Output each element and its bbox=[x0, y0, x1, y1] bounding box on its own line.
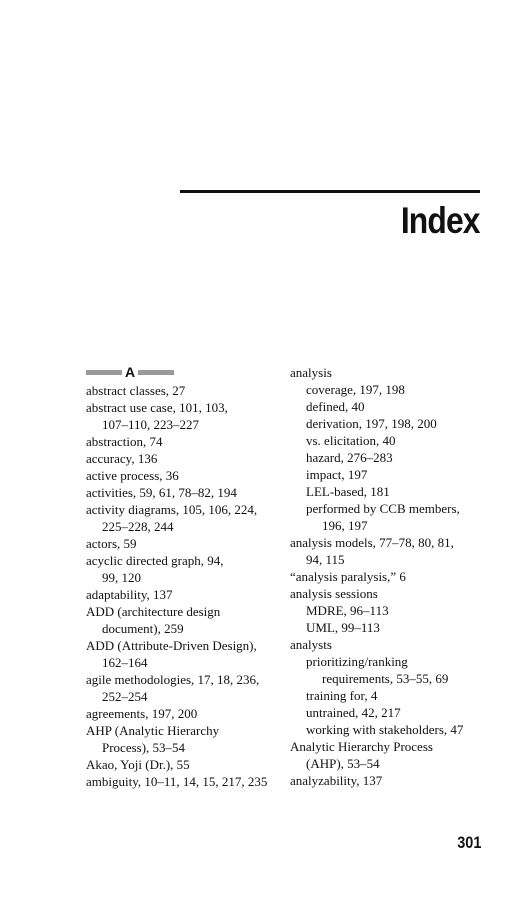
index-entry: actors, 59 bbox=[86, 536, 137, 551]
letter-bar-left bbox=[86, 370, 122, 375]
index-subentry: working with stakeholders, 47 bbox=[306, 722, 464, 737]
index-entry: analysis sessions bbox=[290, 586, 378, 601]
index-subentry: LEL-based, 181 bbox=[306, 484, 390, 499]
index-subentry: 99, 120 bbox=[102, 570, 141, 585]
letter-heading-label: A bbox=[125, 364, 136, 380]
index-subentry: Process), 53–54 bbox=[102, 740, 186, 755]
index-entry: abstract classes, 27 bbox=[86, 383, 186, 398]
index-subentry: defined, 40 bbox=[306, 399, 365, 414]
index-entry: analyzability, 137 bbox=[290, 773, 383, 788]
index-subentry: prioritizing/ranking bbox=[306, 654, 408, 669]
index-subentry: MDRE, 96–113 bbox=[306, 603, 389, 618]
index-subentry: hazard, 276–283 bbox=[306, 450, 393, 465]
index-subentry: coverage, 197, 198 bbox=[306, 382, 405, 397]
index-subentry: 94, 115 bbox=[306, 552, 345, 567]
index-entry: analysts bbox=[290, 637, 332, 652]
index-subentry: derivation, 197, 198, 200 bbox=[306, 416, 437, 431]
index-entry: agile methodologies, 17, 18, 236, bbox=[86, 672, 260, 687]
index-subentry: requirements, 53–55, 69 bbox=[322, 671, 449, 686]
letter-bar-right bbox=[138, 370, 174, 375]
index-subentry: 252–254 bbox=[102, 689, 148, 704]
index-column-left bbox=[86, 364, 282, 790]
index-subentry: performed by CCB members, bbox=[306, 501, 460, 516]
index-entry: Analytic Hierarchy Process bbox=[290, 739, 433, 754]
title-rule bbox=[180, 190, 480, 193]
index-column-right bbox=[290, 364, 490, 789]
index-subentry: 196, 197 bbox=[322, 518, 368, 533]
index-subentry: document), 259 bbox=[102, 621, 184, 636]
page-number: 301 bbox=[456, 833, 481, 852]
index-entry: abstract use case, 101, 103, bbox=[86, 400, 228, 415]
index-entry: acyclic directed graph, 94, bbox=[86, 553, 224, 568]
index-entries-left bbox=[86, 382, 282, 790]
letter-heading bbox=[86, 364, 282, 381]
index-subentry: untrained, 42, 217 bbox=[306, 705, 401, 720]
index-subentry: training for, 4 bbox=[306, 688, 378, 703]
index-subentry: 107–110, 223–227 bbox=[102, 417, 200, 432]
index-entry: adaptability, 137 bbox=[86, 587, 173, 602]
index-entry: activity diagrams, 105, 106, 224, bbox=[86, 502, 258, 517]
index-entry: “analysis paralysis,” 6 bbox=[290, 569, 406, 584]
index-entry: AHP (Analytic Hierarchy bbox=[86, 723, 220, 738]
index-entry: ADD (architecture design bbox=[86, 604, 221, 619]
index-entry: accuracy, 136 bbox=[86, 451, 158, 466]
index-entry: analysis bbox=[290, 365, 332, 380]
index-subentry: vs. elicitation, 40 bbox=[306, 433, 396, 448]
index-entry: ADD (Attribute-Driven Design), bbox=[86, 638, 257, 653]
index-entry: agreements, 197, 200 bbox=[86, 706, 198, 721]
index-subentry: impact, 197 bbox=[306, 467, 368, 482]
index-entry: ambiguity, 10–11, 14, 15, 217, 235 bbox=[86, 774, 268, 789]
index-entry: analysis models, 77–78, 80, 81, bbox=[290, 535, 454, 550]
index-subentry: (AHP), 53–54 bbox=[306, 756, 380, 771]
index-entry: activities, 59, 61, 78–82, 194 bbox=[86, 485, 237, 500]
index-entry: abstraction, 74 bbox=[86, 434, 163, 449]
index-entry: Akao, Yoji (Dr.), 55 bbox=[86, 757, 190, 772]
index-subentry: 162–164 bbox=[102, 655, 148, 670]
index-subentry: UML, 99–113 bbox=[306, 620, 380, 635]
page-title: Index bbox=[401, 200, 480, 241]
index-entries-right bbox=[290, 364, 490, 789]
index-entry: active process, 36 bbox=[86, 468, 179, 483]
index-subentry: 225–228, 244 bbox=[102, 519, 174, 534]
